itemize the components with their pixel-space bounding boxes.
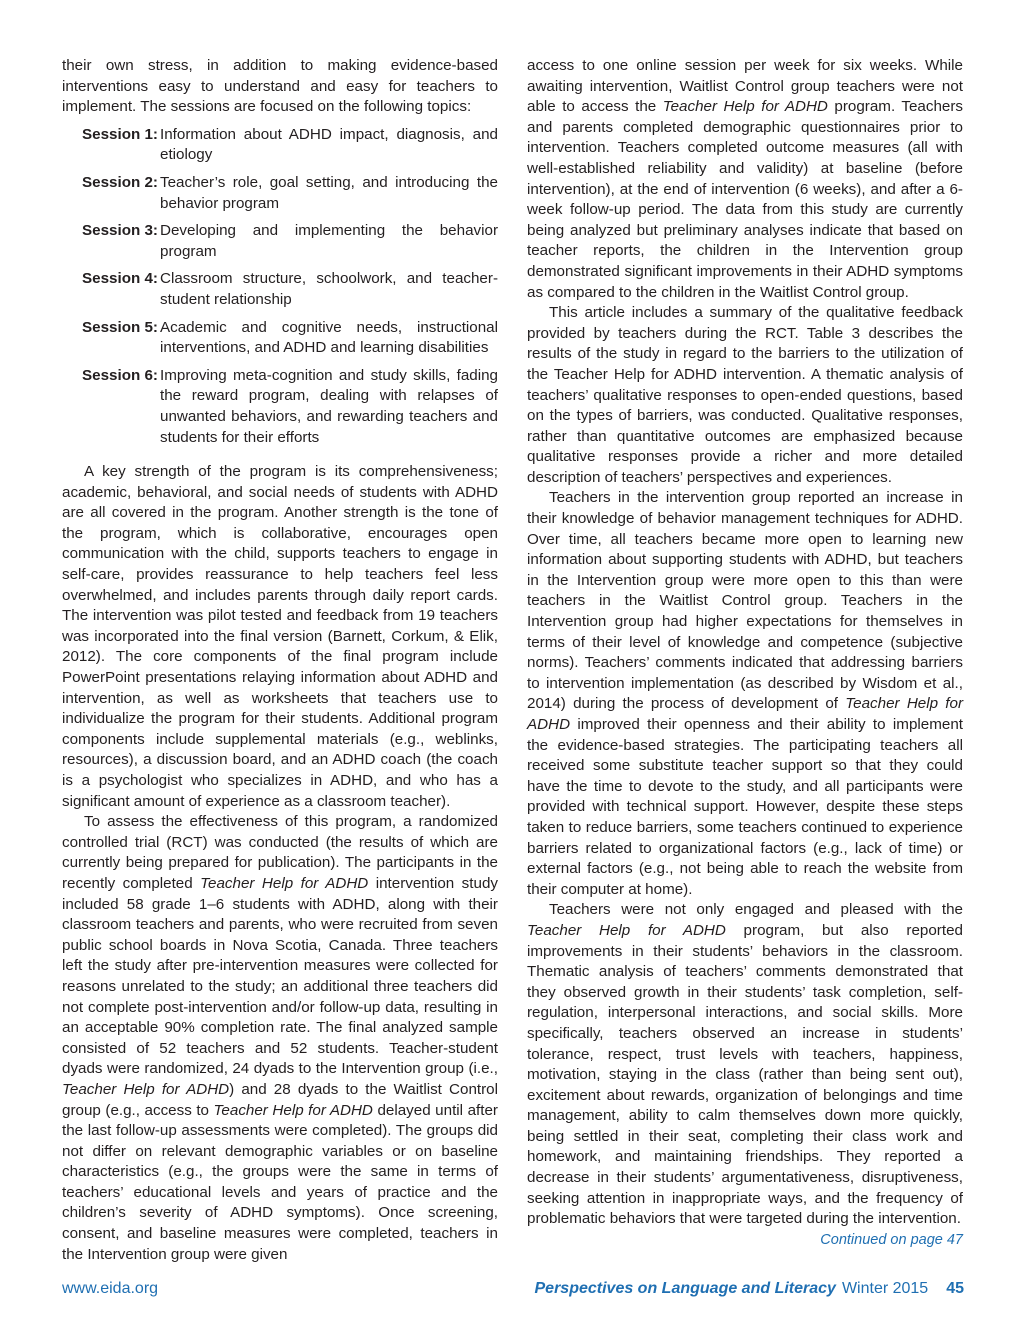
program-title: Teacher Help for ADHD [62,1080,230,1098]
program-title: Teacher Help for ADHD [527,921,726,939]
session-label: Session 1: [82,125,158,143]
continued-link[interactable]: Continued on page 47 [820,1231,963,1248]
journal-title: Perspectives on Language and Literacy [534,1280,836,1297]
text-run: ) and 28 dyads to the Waitlist Control group (e.g., access to [62,1080,498,1119]
session-label: Session 4: [82,270,158,288]
footer-publication [535,1280,965,1298]
issue-label: Winter 2015 [841,1280,929,1297]
text-run: improved their openness and their ability to implement the evidence-based strategies. The participating teachers all received some substitute teacher support so that they could have the time to devote to the study, and all participants were provided with technical support. However, despite these steps taken to reduce barriers, some teachers continued to experience barriers related to organizational factors (e.g., lack of time) or external factors (e.g., not being able to reach the website from their computer at home). [527,716,963,898]
right-column [527,56,963,1250]
text-run: program, but also reported improvements in their students’ behaviors in the classroom. Thematic analysis of teachers’ comments demonstrated that they observed growth in their students’ task completion, self-regulation, interpersonal interactions, and social skills. More specifically, teachers observed an increase in students’ tolerance, respect, trust levels with teachers, happiness, motivation, staying in the class (rather than being sent out), excitement about rewards, organization of belongings and time management, ability to calm themselves down more quickly, being settled in their seat, completing their class work and homework, and maintaining friendships. They reported a decrease in their students’ argumentativeness, disruptiveness, seeking attention in inappropriate ways, and the frequency of problematic behaviors that were targeted during the intervention. [527,921,963,1228]
text-run: Teachers were not only engaged and pleased with the [549,901,963,919]
website-link[interactable]: www.eida.org [62,1280,159,1297]
session-text: Improving meta-cognition and study skills, fading the reward program, dealing with relapses of unwanted behaviors, and rewarding teachers and students for their efforts [160,366,498,446]
program-title: Teacher Help for ADHD [213,1101,373,1119]
page-footer [62,1280,964,1302]
session-text: Developing and implementing the behavior program [160,222,498,260]
session-item-1 [82,125,498,166]
session-label: Session 5: [82,318,158,336]
program-title: Teacher Help for ADHD [200,874,369,892]
session-item-2 [82,173,498,214]
session-item-5 [82,318,498,359]
strength-paragraph: A key strength of the program is its comprehensiveness; academic, behavioral, and social needs of students with ADHD are all covered in the program. Another strength is the tone of the program, which is collaborative, encourages open communication with the child, supports teachers to engage in self-care, provides reassurance to help teachers feel less overwhelmed, and includes parents through daily report cards. The intervention was pilot tested and feedback from 19 teachers was incorporated into the final version (Barnett, Corkum, & Elik, 2012). The core components of the final program include PowerPoint presentations relaying information about ADHD and intervention, as well as worksheets that teachers use to individualize the program for their students. Additional program components include supplemental materials (e.g., weblinks, resources), a discussion board, and an ADHD coach (the coach is a psychologist who specializes in ADHD, and who has a significant amount of experience as a classroom teacher). [62,463,498,810]
session-list [82,125,498,448]
session-item-4 [82,269,498,310]
text-run: To assess the effectiveness of this program, a randomized controlled trial (RCT) was conducted (the results of which are currently being prepared for publication). The participants in the recently completed [62,813,498,892]
access-paragraph [527,56,963,303]
text-run: Teachers in the intervention group reported an increase in their knowledge of behavior management techniques for ADHD. Over time, all teachers became more open to learning new information about supporting students with ADHD, but teachers in the Intervention group were more open to this than were teachers in the Waitlist Control group. Teachers in the Intervention group had higher expectations for themselves in terms of their level of knowledge and competence (subjective norms). Teachers’ comments indicated that addressing barriers to intervention implementation (as described by Wisdom et al., 2014) during the process of development of [527,489,963,713]
text-run: delayed until after the last follow-up assessments were completed). The groups did not differ on relevant demographic variables or on baseline characteristics (e.g., the groups were the same in terms of teachers’ educational levels and years of practice and the children’s severity of ADHD symptoms). Once screening, consent, and baseline measures were completed, teachers in the Intervention group were given [62,1101,498,1263]
text-run: access to one online session per week for six weeks. While awaiting intervention, Waitlist Control group teachers were not able to access the [527,57,963,116]
program-title: Teacher Help for ADHD [662,98,828,116]
article-paragraph: This article includes a summary of the qualitative feedback provided by teachers during the RCT. Table 3 describes the results of the study in regard to the barriers to the utilization of the Teacher Help for ADHD intervention. A thematic analysis of teachers’ qualitative responses to open-ended questions, based on the types of barriers, was conducted. Qualitative responses, rather than quantitative outcomes are emphasized because qualitative responses provide a richer and more detailed description of teachers’ perspectives and experiences. [527,304,963,486]
session-item-6 [82,366,498,448]
left-column [62,56,498,1265]
session-text: Information about ADHD impact, diagnosis, and etiology [160,125,498,164]
engaged-paragraph [527,900,963,1230]
text-run: program. Teachers and parents completed demographic questionnaires prior to intervention. Teachers completed outcome measures (all with well-established reliability and validity) at baseline (before intervention), at the end of intervention (6 weeks), and after a 6-week follow-up period. The data from this study are currently being analyzed but preliminary analyses indicate that based on teacher reports, the children in the Intervention group demonstrated significant improvements in their ADHD symptoms as compared to the children in the Waitlist Control group. [527,98,963,301]
session-label: Session 3: [82,222,158,240]
intro-paragraph: their own stress, in addition to making evidence-based interventions easy to understand and easy for teachers to implement. The sessions are focused on the following topics: [62,57,498,116]
session-label: Session 6: [82,366,158,384]
program-title: Teacher Help for ADHD [527,695,964,733]
teachers-paragraph [527,488,963,900]
session-text: Teacher’s role, goal setting, and introducing the behavior program [160,173,498,212]
text-run: intervention study included 58 grade 1–6 students with ADHD, along with their classroom teachers and parents, who were recruited from seven public school boards in Nova Scotia, Canada. Three teachers left the study after pre-intervention measures were collected for reasons unrelated to the study; an additional three teachers did not complete post-intervention and/or follow-up data, resulting in an acceptable 90% completion rate. The final analyzed sample consisted of 52 teachers and 52 students. Teacher-student dyads were randomized, 24 dyads to the Intervention group (i.e., [62,874,498,1078]
assessment-paragraph [62,812,498,1265]
page-number: 45 [946,1280,964,1297]
session-item-3 [82,221,498,262]
session-text: Academic and cognitive needs, instructional interventions, and ADHD and learning disabilities [160,318,498,357]
session-text: Classroom structure, schoolwork, and teacher-student relationship [160,270,498,308]
session-label: Session 2: [82,173,158,191]
